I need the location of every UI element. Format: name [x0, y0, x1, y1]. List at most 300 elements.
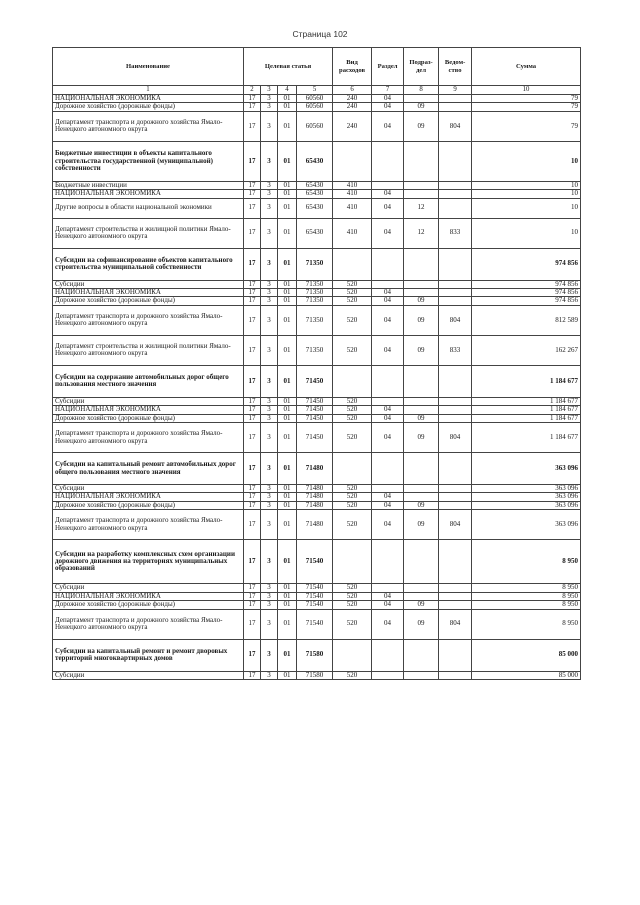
cell-subsection: 09	[404, 609, 439, 639]
cell-target-program: 17	[244, 141, 261, 181]
cell-expense-type	[333, 453, 372, 485]
cell-sum: 812 589	[472, 305, 581, 335]
cell-name: НАЦИОНАЛЬНАЯ ЭКОНОМИКА	[53, 406, 244, 414]
cell-sum: 85 000	[472, 639, 581, 671]
cell-sum: 363 096	[472, 501, 581, 509]
cell-target-program: 17	[244, 609, 261, 639]
cell-sum: 79	[472, 95, 581, 103]
cell-subsection	[404, 95, 439, 103]
cell-expense-type: 520	[333, 280, 372, 288]
header-expense-type: Вид расходов	[333, 48, 372, 86]
cell-name: Субсидии	[53, 671, 244, 679]
cell-target-main-activity: 01	[278, 592, 297, 600]
cell-sum: 8 950	[472, 584, 581, 592]
cell-department: 804	[439, 423, 472, 453]
cell-target-direction: 71450	[297, 423, 333, 453]
cell-department	[439, 198, 472, 218]
cell-department	[439, 639, 472, 671]
cell-target-main-activity: 01	[278, 540, 297, 584]
cell-target-subprogram: 3	[261, 592, 278, 600]
table-row	[53, 397, 581, 405]
cell-target-direction: 71480	[297, 510, 333, 540]
cell-sum: 79	[472, 103, 581, 111]
cell-expense-type: 520	[333, 414, 372, 422]
cell-target-main-activity: 01	[278, 406, 297, 414]
cell-target-subprogram: 3	[261, 423, 278, 453]
cell-section: 04	[372, 501, 404, 509]
cell-section: 04	[372, 103, 404, 111]
cell-expense-type: 410	[333, 218, 372, 248]
column-number: 9	[439, 86, 472, 95]
cell-sum: 8 950	[472, 609, 581, 639]
cell-target-direction: 71450	[297, 365, 333, 397]
table-row	[53, 485, 581, 493]
cell-target-subprogram: 3	[261, 609, 278, 639]
cell-sum: 79	[472, 111, 581, 141]
cell-target-main-activity: 01	[278, 493, 297, 501]
cell-sum: 363 096	[472, 493, 581, 501]
table-row	[53, 671, 581, 679]
cell-sum: 8 950	[472, 540, 581, 584]
cell-sum: 363 096	[472, 453, 581, 485]
cell-section: 04	[372, 289, 404, 297]
cell-subsection	[404, 671, 439, 679]
cell-target-subprogram: 3	[261, 190, 278, 198]
column-number: 6	[333, 86, 372, 95]
cell-target-direction: 60560	[297, 95, 333, 103]
cell-target-program: 17	[244, 181, 261, 189]
cell-department	[439, 592, 472, 600]
cell-target-direction: 71480	[297, 501, 333, 509]
cell-expense-type	[333, 141, 372, 181]
cell-target-program: 17	[244, 305, 261, 335]
cell-expense-type: 520	[333, 601, 372, 609]
column-number: 5	[297, 86, 333, 95]
column-number-row	[53, 86, 581, 95]
cell-target-program: 17	[244, 485, 261, 493]
cell-department	[439, 671, 472, 679]
cell-expense-type: 240	[333, 111, 372, 141]
table-row	[53, 510, 581, 540]
cell-department	[439, 297, 472, 305]
cell-subsection	[404, 584, 439, 592]
column-number: 8	[404, 86, 439, 95]
cell-target-direction: 71450	[297, 406, 333, 414]
cell-name: Департамент транспорта и дорожного хозяйства Ямало-Ненецкого автономного округа	[53, 609, 244, 639]
cell-sum: 363 096	[472, 485, 581, 493]
cell-target-subprogram: 3	[261, 493, 278, 501]
cell-target-main-activity: 01	[278, 365, 297, 397]
cell-target-main-activity: 01	[278, 305, 297, 335]
cell-expense-type: 520	[333, 485, 372, 493]
cell-target-main-activity: 01	[278, 601, 297, 609]
cell-sum: 162 267	[472, 335, 581, 365]
table-row	[53, 453, 581, 485]
cell-target-subprogram: 3	[261, 218, 278, 248]
table-row	[53, 198, 581, 218]
cell-subsection	[404, 493, 439, 501]
cell-target-subprogram: 3	[261, 103, 278, 111]
cell-target-subprogram: 3	[261, 280, 278, 288]
cell-target-subprogram: 3	[261, 453, 278, 485]
cell-target-subprogram: 3	[261, 248, 278, 280]
cell-target-program: 17	[244, 280, 261, 288]
cell-name: НАЦИОНАЛЬНАЯ ЭКОНОМИКА	[53, 592, 244, 600]
cell-section	[372, 365, 404, 397]
cell-department	[439, 584, 472, 592]
cell-subsection	[404, 365, 439, 397]
cell-expense-type: 520	[333, 493, 372, 501]
cell-department	[439, 289, 472, 297]
cell-target-subprogram: 3	[261, 406, 278, 414]
cell-section	[372, 485, 404, 493]
cell-subsection: 09	[404, 103, 439, 111]
cell-target-program: 17	[244, 592, 261, 600]
cell-department	[439, 95, 472, 103]
cell-target-program: 17	[244, 248, 261, 280]
cell-department	[439, 493, 472, 501]
cell-target-subprogram: 3	[261, 198, 278, 218]
header-department: Ведом-ство	[439, 48, 472, 86]
cell-target-main-activity: 01	[278, 501, 297, 509]
table-row	[53, 297, 581, 305]
cell-sum: 363 096	[472, 510, 581, 540]
cell-sum: 1 184 677	[472, 397, 581, 405]
cell-section	[372, 453, 404, 485]
cell-target-main-activity: 01	[278, 453, 297, 485]
column-number: 3	[261, 86, 278, 95]
table-row	[53, 103, 581, 111]
cell-target-main-activity: 01	[278, 289, 297, 297]
table-row	[53, 493, 581, 501]
cell-expense-type: 520	[333, 423, 372, 453]
cell-subsection	[404, 639, 439, 671]
cell-department	[439, 365, 472, 397]
cell-target-program: 17	[244, 103, 261, 111]
cell-target-main-activity: 01	[278, 248, 297, 280]
table-row	[53, 639, 581, 671]
cell-name: Субсидии на капитальный ремонт автомобильных дорог общего пользования местного значения	[53, 453, 244, 485]
cell-name: Субсидии	[53, 280, 244, 288]
cell-subsection	[404, 280, 439, 288]
cell-name: Дорожное хозяйство (дорожные фонды)	[53, 601, 244, 609]
cell-sum: 10	[472, 181, 581, 189]
cell-expense-type: 520	[333, 584, 372, 592]
cell-subsection	[404, 406, 439, 414]
cell-target-subprogram: 3	[261, 485, 278, 493]
cell-target-program: 17	[244, 365, 261, 397]
cell-target-direction: 71350	[297, 297, 333, 305]
cell-name: Департамент транспорта и дорожного хозяйства Ямало-Ненецкого автономного округа	[53, 423, 244, 453]
cell-target-program: 17	[244, 501, 261, 509]
cell-target-main-activity: 01	[278, 485, 297, 493]
cell-target-main-activity: 01	[278, 141, 297, 181]
cell-section: 04	[372, 95, 404, 103]
cell-target-direction: 71540	[297, 601, 333, 609]
cell-department	[439, 601, 472, 609]
cell-department: 804	[439, 609, 472, 639]
cell-target-program: 17	[244, 639, 261, 671]
table-row	[53, 592, 581, 600]
cell-expense-type: 520	[333, 289, 372, 297]
cell-section	[372, 584, 404, 592]
cell-target-direction: 71540	[297, 609, 333, 639]
header-section: Раздел	[372, 48, 404, 86]
cell-subsection: 09	[404, 501, 439, 509]
cell-target-direction: 60560	[297, 111, 333, 141]
cell-name: Дорожное хозяйство (дорожные фонды)	[53, 297, 244, 305]
table-row	[53, 365, 581, 397]
cell-name: НАЦИОНАЛЬНАЯ ЭКОНОМИКА	[53, 289, 244, 297]
cell-target-program: 17	[244, 423, 261, 453]
cell-department	[439, 280, 472, 288]
cell-name: Департамент транспорта и дорожного хозяйства Ямало-Ненецкого автономного округа	[53, 305, 244, 335]
cell-target-program: 17	[244, 111, 261, 141]
cell-sum: 1 184 677	[472, 406, 581, 414]
cell-section: 04	[372, 111, 404, 141]
cell-target-main-activity: 01	[278, 397, 297, 405]
cell-section: 04	[372, 601, 404, 609]
cell-target-main-activity: 01	[278, 218, 297, 248]
cell-target-main-activity: 01	[278, 111, 297, 141]
cell-target-direction: 65430	[297, 190, 333, 198]
cell-expense-type	[333, 365, 372, 397]
cell-department: 804	[439, 305, 472, 335]
cell-subsection	[404, 141, 439, 181]
cell-department	[439, 501, 472, 509]
cell-target-subprogram: 3	[261, 414, 278, 422]
cell-sum: 10	[472, 198, 581, 218]
cell-target-subprogram: 3	[261, 510, 278, 540]
cell-subsection	[404, 289, 439, 297]
cell-name: Дорожное хозяйство (дорожные фонды)	[53, 501, 244, 509]
cell-name: Субсидии на софинансирование объектов капитального строительства муниципальной собственности	[53, 248, 244, 280]
cell-subsection: 09	[404, 510, 439, 540]
table-row	[53, 181, 581, 189]
cell-sum: 974 856	[472, 289, 581, 297]
table-row	[53, 414, 581, 422]
cell-subsection	[404, 592, 439, 600]
cell-expense-type: 240	[333, 103, 372, 111]
cell-target-direction: 71580	[297, 639, 333, 671]
cell-department: 833	[439, 335, 472, 365]
cell-target-main-activity: 01	[278, 584, 297, 592]
page-title: Страница 102	[292, 29, 348, 39]
cell-subsection	[404, 181, 439, 189]
cell-target-subprogram: 3	[261, 297, 278, 305]
table-row	[53, 280, 581, 288]
cell-target-subprogram: 3	[261, 95, 278, 103]
cell-expense-type	[333, 248, 372, 280]
cell-target-main-activity: 01	[278, 510, 297, 540]
cell-section: 04	[372, 335, 404, 365]
cell-target-direction: 71540	[297, 584, 333, 592]
cell-section: 04	[372, 609, 404, 639]
cell-subsection	[404, 453, 439, 485]
cell-section: 04	[372, 305, 404, 335]
cell-name: Субсидии	[53, 397, 244, 405]
cell-target-direction: 71480	[297, 453, 333, 485]
cell-department	[439, 414, 472, 422]
cell-target-direction: 71450	[297, 397, 333, 405]
cell-subsection: 12	[404, 218, 439, 248]
table-row	[53, 423, 581, 453]
cell-sum: 8 950	[472, 592, 581, 600]
cell-target-subprogram: 3	[261, 639, 278, 671]
cell-department	[439, 190, 472, 198]
cell-target-program: 17	[244, 453, 261, 485]
cell-section	[372, 397, 404, 405]
cell-expense-type	[333, 639, 372, 671]
cell-expense-type: 520	[333, 671, 372, 679]
cell-section: 04	[372, 190, 404, 198]
table-row	[53, 305, 581, 335]
cell-target-program: 17	[244, 218, 261, 248]
cell-target-subprogram: 3	[261, 501, 278, 509]
table-row	[53, 111, 581, 141]
column-number: 4	[278, 86, 297, 95]
cell-department	[439, 485, 472, 493]
cell-target-main-activity: 01	[278, 280, 297, 288]
cell-target-direction: 71540	[297, 592, 333, 600]
cell-section: 04	[372, 493, 404, 501]
cell-section: 04	[372, 297, 404, 305]
cell-expense-type: 520	[333, 406, 372, 414]
cell-target-program: 17	[244, 335, 261, 365]
cell-section	[372, 141, 404, 181]
table-row	[53, 190, 581, 198]
cell-target-main-activity: 01	[278, 639, 297, 671]
cell-expense-type: 410	[333, 198, 372, 218]
cell-section: 04	[372, 423, 404, 453]
cell-target-program: 17	[244, 289, 261, 297]
table-row	[53, 584, 581, 592]
cell-name: НАЦИОНАЛЬНАЯ ЭКОНОМИКА	[53, 493, 244, 501]
cell-section	[372, 540, 404, 584]
cell-target-program: 17	[244, 397, 261, 405]
cell-target-program: 17	[244, 190, 261, 198]
cell-target-program: 17	[244, 584, 261, 592]
cell-sum: 974 856	[472, 280, 581, 288]
header-target: Целевая статья	[244, 48, 333, 86]
cell-sum: 974 856	[472, 297, 581, 305]
column-number: 7	[372, 86, 404, 95]
cell-department	[439, 103, 472, 111]
cell-target-direction: 65430	[297, 218, 333, 248]
cell-section	[372, 248, 404, 280]
cell-expense-type: 240	[333, 95, 372, 103]
cell-expense-type: 410	[333, 181, 372, 189]
cell-subsection: 09	[404, 414, 439, 422]
cell-target-subprogram: 3	[261, 671, 278, 679]
cell-target-program: 17	[244, 601, 261, 609]
cell-department: 804	[439, 111, 472, 141]
cell-department	[439, 141, 472, 181]
cell-target-main-activity: 01	[278, 181, 297, 189]
cell-sum: 8 950	[472, 601, 581, 609]
cell-target-main-activity: 01	[278, 414, 297, 422]
cell-name: Департамент транспорта и дорожного хозяйства Ямало-Ненецкого автономного округа	[53, 111, 244, 141]
cell-target-program: 17	[244, 406, 261, 414]
cell-sum: 1 184 677	[472, 423, 581, 453]
cell-sum: 10	[472, 218, 581, 248]
cell-subsection: 09	[404, 423, 439, 453]
cell-target-program: 17	[244, 414, 261, 422]
cell-name: НАЦИОНАЛЬНАЯ ЭКОНОМИКА	[53, 190, 244, 198]
cell-section: 04	[372, 198, 404, 218]
table-row	[53, 218, 581, 248]
cell-target-program: 17	[244, 493, 261, 501]
cell-target-main-activity: 01	[278, 103, 297, 111]
cell-target-program: 17	[244, 540, 261, 584]
cell-name: НАЦИОНАЛЬНАЯ ЭКОНОМИКА	[53, 95, 244, 103]
cell-subsection: 12	[404, 198, 439, 218]
budget-table	[52, 47, 581, 680]
cell-sum: 10	[472, 141, 581, 181]
cell-target-subprogram: 3	[261, 365, 278, 397]
cell-target-program: 17	[244, 95, 261, 103]
cell-sum: 85 000	[472, 671, 581, 679]
cell-target-direction: 71480	[297, 493, 333, 501]
cell-department: 804	[439, 510, 472, 540]
cell-name: Дорожное хозяйство (дорожные фонды)	[53, 103, 244, 111]
cell-section: 04	[372, 406, 404, 414]
cell-department: 833	[439, 218, 472, 248]
table-row	[53, 540, 581, 584]
cell-target-direction: 71350	[297, 280, 333, 288]
cell-subsection: 09	[404, 297, 439, 305]
cell-target-main-activity: 01	[278, 671, 297, 679]
cell-section	[372, 280, 404, 288]
cell-expense-type: 520	[333, 609, 372, 639]
cell-expense-type: 520	[333, 305, 372, 335]
cell-expense-type: 520	[333, 335, 372, 365]
cell-sum: 1 184 677	[472, 365, 581, 397]
column-number: 1	[53, 86, 244, 95]
table-row	[53, 601, 581, 609]
cell-department	[439, 540, 472, 584]
cell-expense-type: 520	[333, 510, 372, 540]
cell-department	[439, 181, 472, 189]
cell-subsection: 09	[404, 305, 439, 335]
cell-subsection	[404, 190, 439, 198]
cell-sum: 10	[472, 190, 581, 198]
table-row	[53, 501, 581, 509]
cell-name: Дорожное хозяйство (дорожные фонды)	[53, 414, 244, 422]
cell-expense-type: 520	[333, 592, 372, 600]
cell-target-main-activity: 01	[278, 95, 297, 103]
table-row	[53, 248, 581, 280]
cell-expense-type: 410	[333, 190, 372, 198]
cell-expense-type: 520	[333, 297, 372, 305]
cell-target-program: 17	[244, 671, 261, 679]
column-number: 10	[472, 86, 581, 95]
cell-target-main-activity: 01	[278, 198, 297, 218]
cell-target-main-activity: 01	[278, 335, 297, 365]
cell-target-subprogram: 3	[261, 601, 278, 609]
cell-target-direction: 71540	[297, 540, 333, 584]
header-sum: Сумма	[472, 48, 581, 86]
cell-target-subprogram: 3	[261, 397, 278, 405]
cell-target-program: 17	[244, 510, 261, 540]
cell-expense-type: 520	[333, 397, 372, 405]
header-subsection: Подраз-дел	[404, 48, 439, 86]
cell-subsection: 09	[404, 111, 439, 141]
cell-section: 04	[372, 592, 404, 600]
cell-target-direction: 71350	[297, 305, 333, 335]
cell-department	[439, 406, 472, 414]
column-number: 2	[244, 86, 261, 95]
